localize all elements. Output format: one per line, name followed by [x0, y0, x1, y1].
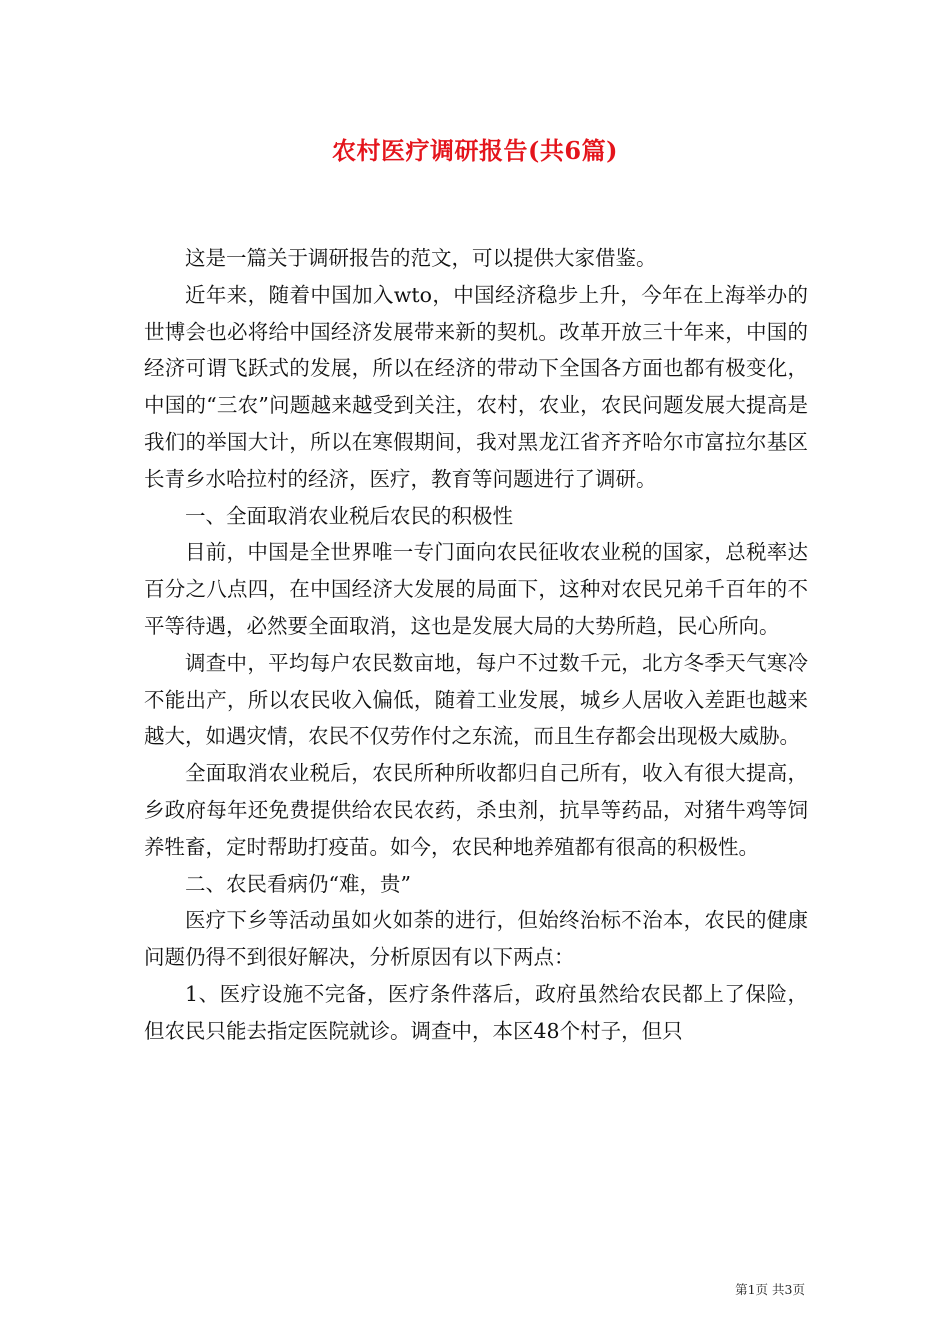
paragraph: 全面取消农业税后，农民所种所收都归自己所有，收入有很大提高，乡政府每年还免费提供给农民农药，杀虫剂，抗旱等药品，对猪牛鸡等饲养牲畜，定时帮助打疫苗。如今，农民种地养殖都有很高的积极性。	[144, 761, 808, 859]
intro-paragraph: 这是一篇关于调研报告的范文，可以提供大家借鉴。	[185, 246, 657, 270]
document-body	[144, 240, 808, 1050]
paragraph: 1、医疗设施不完备，医疗条件落后，政府虽然给农民都上了保险，但农民只能去指定医院就诊。调查中，本区48个村子，但只	[144, 981, 808, 1043]
section-heading-2: 二、农民看病仍“难，贵”	[185, 871, 411, 896]
paragraph: 目前，中国是全世界唯一专门面向农民征收农业税的国家，总税率达百分之八点四，在中国经济大发展的局面下，这种对农民兄弟千百年的不平等待遇，必然要全面取消，这也是发展大局的大势所趋，民心所向。	[144, 540, 808, 638]
page-number: 第1页 共3页	[735, 1282, 805, 1297]
paragraph: 医疗下乡等活动虽如火如荼的进行，但始终治标不治本，农民的健康问题仍得不到很好解决，分析原因有以下两点：	[144, 908, 808, 970]
paragraph: 调查中，平均每户农民数亩地，每户不过数千元，北方冬季天气寒冷不能出产，所以农民收入偏低，随着工业发展，城乡人居收入差距也越来越大，如遇灾情，农民不仅劳作付之东流，而且生存都会出现极大威胁。	[144, 650, 808, 749]
document-title: 农村医疗调研报告(共6篇)	[332, 136, 618, 165]
section-heading-1: 一、全面取消农业税后农民的积极性	[185, 503, 513, 528]
background-paragraph: 近年来，随着中国加入wto，中国经济稳步上升，今年在上海举办的世博会也必将给中国经济发展带来新的契机。改革开放三十年来，中国的经济可谓飞跃式的发展，所以在经济的带动下全国各方面也都有极变化，中国的“三农”问题越来越受到关注，农村，农业，农民问题发展大提高是我们的举国大计，所以在寒假期间，我对黑龙江省齐齐哈尔市富拉尔基区长青乡水哈拉村的经济，医疗，教育等问题进行了调研。	[144, 282, 808, 491]
